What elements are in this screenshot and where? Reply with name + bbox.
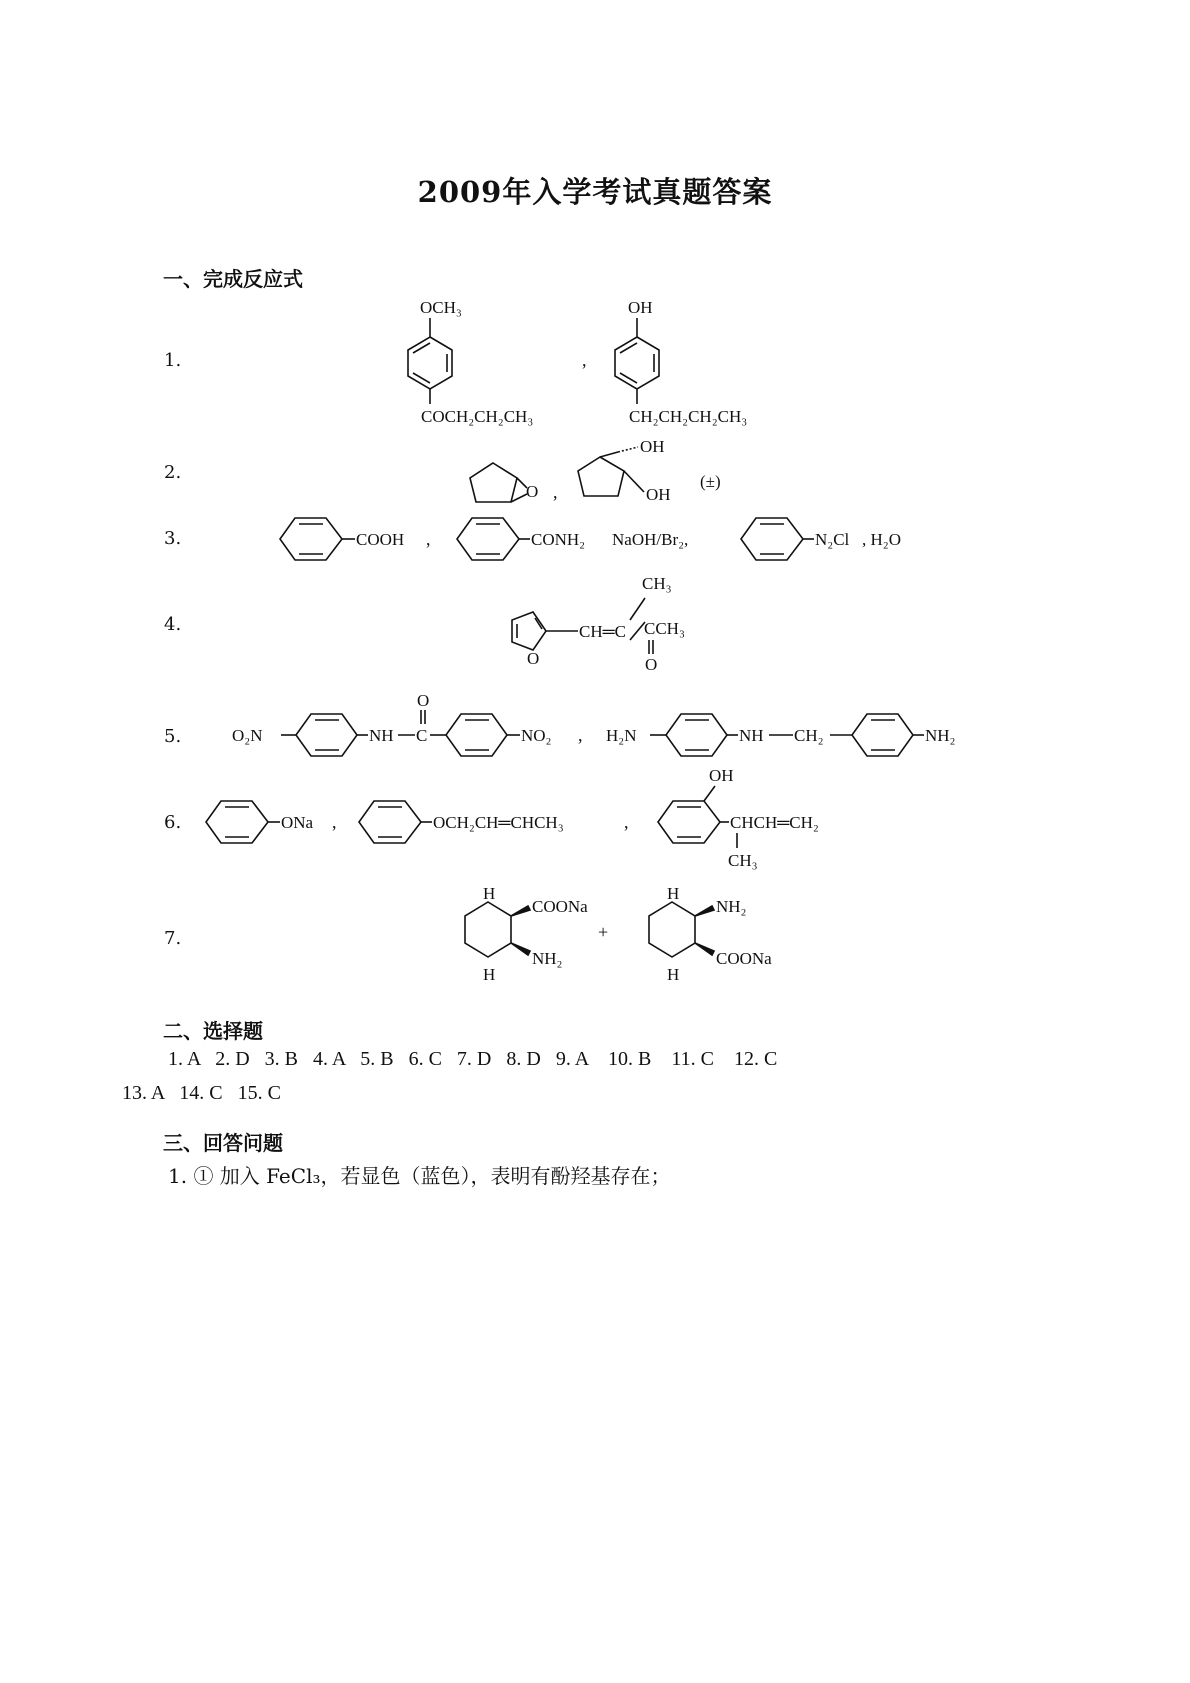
epoxide-o: O xyxy=(526,482,539,501)
structure-1a xyxy=(408,298,533,426)
structure-1b-bottom: CH₂CH₂CH₂CH₃ xyxy=(629,407,748,426)
h-label: H xyxy=(667,884,680,903)
diazonium-label: N₂Cl xyxy=(815,530,850,549)
separator: , xyxy=(426,529,431,549)
structure-2b-diol xyxy=(578,437,721,504)
structure-7a xyxy=(465,884,588,984)
structure-6c xyxy=(658,766,819,870)
ether-chain: OCH₂CH═CHCH₃ xyxy=(433,813,564,832)
choice-answers-line-1: 1. A 2. D 3. B 4. A 5. B 6. C 7. D 8. D 9. A 10. B 11. C 12. C xyxy=(168,1048,778,1070)
item-number-1: 1. xyxy=(164,350,182,371)
choice-answers-line-2: 13. A 14. C 15. C xyxy=(122,1082,281,1104)
racemic-note: (±) xyxy=(700,472,721,491)
structure-2a-epoxide xyxy=(470,463,538,502)
page-title: 2009年入学考试真题答案 xyxy=(417,175,773,209)
no2-label: NO₂ xyxy=(521,726,552,745)
item-number-6: 6. xyxy=(164,812,182,833)
conh2-label: CONH₂ xyxy=(531,530,586,549)
methyl-label: CH₃ xyxy=(642,574,672,593)
coona-label: COONa xyxy=(532,897,588,916)
methyl-label: CH₃ xyxy=(728,851,758,870)
allyl-chain: CHCH═CH₂ xyxy=(730,813,819,832)
structure-5b xyxy=(606,714,955,756)
amino-label: H₂N xyxy=(606,726,637,745)
h-label: H xyxy=(483,884,496,903)
h-label: H xyxy=(483,965,496,984)
structure-5a xyxy=(232,691,551,756)
h-label: H xyxy=(667,965,680,984)
acyl-label: CCH₃ xyxy=(644,619,685,638)
section-heading-choice: 二、选择题 xyxy=(163,1019,263,1043)
nh2-label: NH₂ xyxy=(716,897,747,916)
plus-sign: + xyxy=(598,922,609,942)
water-label: , H₂O xyxy=(862,530,901,549)
structure-6b xyxy=(359,801,564,843)
nh2-label: NH₂ xyxy=(532,949,563,968)
separator: , xyxy=(578,725,583,745)
separator: , xyxy=(332,812,337,832)
structure-1a-top: OCH₃ xyxy=(420,298,462,317)
structure-7b xyxy=(649,884,772,984)
answer-1-text: 1. ① 加入 FeCl₃，若显色（蓝色），表明有酚羟基存在； xyxy=(168,1164,671,1188)
structure-1b-top: OH xyxy=(628,298,653,317)
item-number-4: 4. xyxy=(164,614,182,635)
structure-3b xyxy=(457,518,688,560)
amide-c: C xyxy=(416,726,428,745)
carbonyl-o: O xyxy=(645,655,658,674)
amide-o: O xyxy=(417,691,430,710)
oh-label: OH xyxy=(646,485,671,504)
item-number-5: 5. xyxy=(164,726,182,747)
separator: , xyxy=(624,812,629,832)
structure-1b xyxy=(615,298,747,426)
oh-label: OH xyxy=(640,437,665,456)
coona-label: COONa xyxy=(716,949,772,968)
nh-label: NH xyxy=(739,726,764,745)
nh2-label: NH₂ xyxy=(925,726,956,745)
vinyl-chain: CH═C xyxy=(579,622,626,641)
cooh-label: COOH xyxy=(356,530,405,549)
separator: , xyxy=(553,482,558,502)
ch2-label: CH₂ xyxy=(794,726,824,745)
ona-label: ONa xyxy=(281,813,314,832)
item-number-7: 7. xyxy=(164,928,182,949)
structure-1a-bottom: COCH₂CH₂CH₃ xyxy=(421,407,534,426)
section-heading-reactions: 一、完成反应式 xyxy=(163,267,303,291)
structure-3c xyxy=(741,518,901,560)
furan-o: O xyxy=(527,649,540,668)
amide-nh: NH xyxy=(369,726,394,745)
section-heading-questions: 三、回答问题 xyxy=(163,1131,283,1155)
phenol-oh: OH xyxy=(709,766,734,785)
no2-label: O₂N xyxy=(232,726,263,745)
separator: , xyxy=(582,350,587,370)
item-number-2: 2. xyxy=(164,462,182,483)
item-number-3: 3. xyxy=(164,528,182,549)
structure-4-furan xyxy=(512,574,685,674)
reagent-label: NaOH/Br₂, xyxy=(612,530,689,549)
structure-3a xyxy=(280,518,404,560)
structure-6a xyxy=(206,801,314,843)
